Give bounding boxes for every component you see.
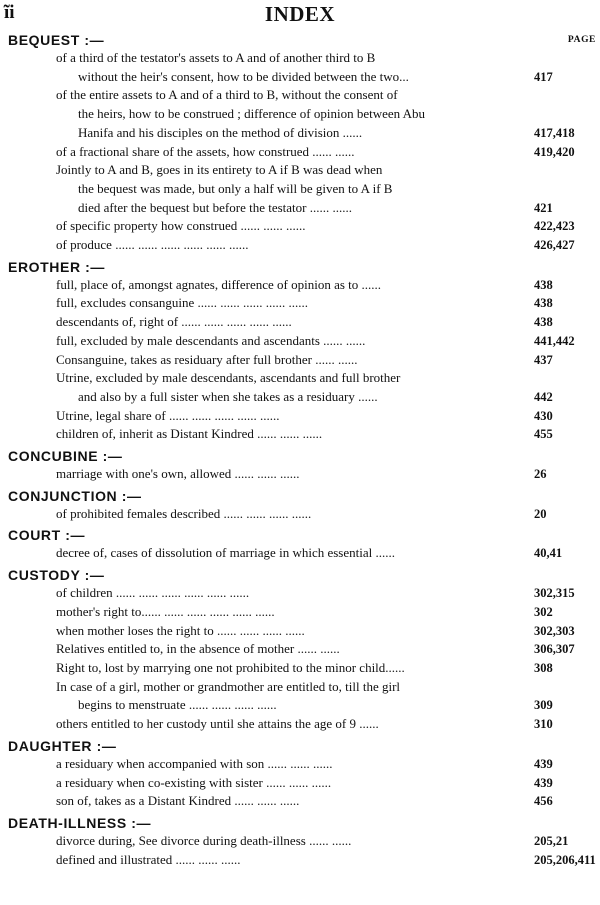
- entry-text-line: Right to, lost by marrying one not prohibited to the minor child......: [56, 659, 405, 675]
- index-entry: [0, 792, 600, 811]
- entry-page-ref: 306,307: [534, 642, 575, 657]
- entry-page-ref: 302,303: [534, 623, 575, 638]
- entry-text-line: Relatives entitled to, in the absence of mother ...... ......: [56, 641, 340, 657]
- index-entry: [0, 161, 600, 217]
- entry-text-line: of specific property how construed ...... ...... ......: [56, 218, 306, 234]
- index-entry: [0, 407, 600, 426]
- index-entry: [0, 369, 600, 406]
- index-section: [0, 525, 600, 563]
- entry-text-line: Hanifa and his disciples on the method of division ......: [78, 124, 363, 140]
- section-heading: DEATH-ILLNESS :—: [8, 814, 152, 831]
- entry-text-line: without the heir's consent, how to be divided between the two...: [78, 68, 409, 84]
- index-entry: [0, 659, 600, 678]
- entry-page-ref: 419,420: [534, 144, 575, 159]
- entry-text-line: of the entire assets to A and of a third to B, without the consent of: [56, 87, 398, 103]
- section-heading-row: [0, 525, 600, 544]
- entry-text-line: of a third of the testator's assets to A and of another third to B: [56, 50, 376, 65]
- entry-text-line: full, excluded by male descendants and ascendants ...... ......: [56, 332, 366, 348]
- index-entry: [0, 755, 600, 774]
- entry-text-line: and also by a full sister when she takes as a residuary ......: [78, 388, 378, 404]
- index-entry: [0, 832, 600, 851]
- entry-page-ref: 310: [534, 717, 553, 732]
- entry-page-ref: 421: [534, 200, 553, 215]
- entry-text-line: begins to menstruate ...... ...... ...... ......: [78, 697, 277, 713]
- section-heading-row: [0, 486, 600, 505]
- entry-text-line: descendants of, right of ...... ...... ...... ...... ......: [56, 314, 292, 330]
- index-entry: [0, 351, 600, 370]
- entry-text-line: full, place of, amongst agnates, difference of opinion as to ......: [56, 276, 382, 292]
- section-heading-row: [0, 813, 600, 832]
- entry-page-ref: 439: [534, 756, 553, 771]
- entry-text-line: In case of a girl, mother or grandmother are entitled to, till the girl: [56, 678, 401, 694]
- entry-page-ref: 417: [534, 69, 553, 84]
- section-heading-row: [0, 30, 600, 49]
- index-entry: [0, 622, 600, 641]
- page-number: ĩi: [4, 2, 15, 23]
- section-heading-row: [0, 446, 600, 465]
- index-entry: [0, 774, 600, 793]
- entry-page-ref: 417,418: [534, 125, 575, 140]
- index-entry: [0, 143, 600, 162]
- index-entry: [0, 332, 600, 351]
- entry-page-ref: 438: [534, 296, 553, 311]
- entry-text-line: mother's right to...... ...... ...... ...... ...... ......: [56, 603, 275, 619]
- entry-page-ref: 455: [534, 427, 553, 442]
- entry-text-line: Utrine, legal share of ...... ...... ...... ...... ......: [56, 407, 280, 423]
- entry-text-line: marriage with one's own, allowed ...... ...... ......: [56, 466, 300, 482]
- index-entry: [0, 49, 600, 86]
- index-entry: [0, 851, 600, 870]
- section-heading-row: [0, 736, 600, 755]
- entry-text-line: divorce during, See divorce during death-illness ...... ......: [56, 832, 352, 848]
- entry-text-line: a residuary when accompanied with son ...... ...... ......: [56, 755, 333, 771]
- entry-page-ref: 40,41: [534, 546, 563, 561]
- index-section: [0, 813, 600, 869]
- entry-page-ref: 205,206,411: [534, 852, 596, 867]
- entry-text-line: others entitled to her custody until she attains the age of 9 ......: [56, 716, 379, 732]
- entry-page-ref: 205,21: [534, 833, 569, 848]
- index-entry: [0, 236, 600, 255]
- entry-text-line: Jointly to A and B, goes in its entirety to A if B was dead when: [56, 162, 383, 178]
- entry-text-line: full, excludes consanguine ...... ...... ...... ...... ......: [56, 295, 309, 311]
- entry-page-ref: 456: [534, 794, 553, 809]
- entry-text-line: died after the bequest but before the testator ...... ......: [78, 199, 352, 215]
- index-sections: [0, 30, 600, 869]
- index-entry: [0, 425, 600, 444]
- entry-page-ref: 426,427: [534, 238, 575, 253]
- entry-text-line: of children ...... ...... ...... ...... ...... ......: [56, 585, 250, 601]
- entry-text-line: when mother loses the right to ...... ...... ...... ......: [56, 622, 305, 638]
- page-header: [0, 0, 600, 28]
- entry-page-ref: 438: [534, 277, 553, 292]
- index-entry: [0, 640, 600, 659]
- entry-page-ref: 302,315: [534, 586, 575, 601]
- entry-text-line: defined and illustrated ...... ...... ......: [56, 851, 241, 867]
- entry-page-ref: 442: [534, 389, 553, 404]
- index-section: [0, 257, 600, 444]
- index-section: [0, 565, 600, 734]
- index-entry: [0, 678, 600, 715]
- entry-page-ref: 438: [534, 315, 553, 330]
- entry-text-line: of a fractional share of the assets, how construed ...... ......: [56, 143, 355, 159]
- index-entry: [0, 294, 600, 313]
- section-heading: CONCUBINE :—: [8, 448, 123, 465]
- entry-page-ref: 302: [534, 604, 553, 619]
- section-heading: EROTHER :—: [8, 258, 105, 275]
- index-section: [0, 486, 600, 524]
- index-entry: [0, 715, 600, 734]
- index-section: [0, 736, 600, 811]
- index-entry: [0, 603, 600, 622]
- index-section: [0, 30, 600, 255]
- index-entry: [0, 86, 600, 142]
- entry-text-line: son of, takes as a Distant Kindred ...... ...... ......: [56, 793, 300, 809]
- section-heading: DAUGHTER :—: [8, 737, 117, 754]
- entry-page-ref: 437: [534, 352, 553, 367]
- entry-text-line: the bequest was made, but only a half will be given to A if B: [78, 180, 393, 196]
- entry-page-ref: 20: [534, 506, 547, 521]
- section-heading-row: [0, 565, 600, 584]
- entry-page-ref: 439: [534, 775, 553, 790]
- entry-text-line: the heirs, how to be construed ; difference of opinion between Abu: [78, 106, 426, 122]
- entry-text-line: a residuary when co-existing with sister ...... ...... ......: [56, 774, 332, 790]
- entry-page-ref: 422,423: [534, 219, 575, 234]
- section-heading-row: [0, 257, 600, 276]
- entry-text-line: Consanguine, takes as residuary after full brother ...... ......: [56, 351, 358, 367]
- entry-text-line: Utrine, excluded by male descendants, ascendants and full brother: [56, 370, 401, 386]
- entry-text-line: children of, inherit as Distant Kindred ...... ...... ......: [56, 426, 323, 442]
- section-heading: BEQUEST :—: [8, 32, 105, 48]
- entry-page-ref: 430: [534, 408, 553, 423]
- index-entry: [0, 313, 600, 332]
- entry-text-line: of produce ...... ...... ...... ...... ...... ......: [56, 237, 249, 253]
- section-heading: CUSTODY :—: [8, 567, 105, 584]
- entry-page-ref: 308: [534, 660, 553, 675]
- index-entry: [0, 544, 600, 563]
- index-entry: [0, 505, 600, 524]
- index-entry: [0, 217, 600, 236]
- page-column-label: PAGE: [567, 35, 596, 45]
- index-entry: [0, 465, 600, 484]
- section-heading: COURT :—: [8, 527, 86, 544]
- index-entry: [0, 276, 600, 295]
- entry-page-ref: 26: [534, 467, 547, 482]
- entry-text-line: decree of, cases of dissolution of marriage in which essential ......: [56, 545, 395, 561]
- entry-page-ref: 441,442: [534, 333, 575, 348]
- entry-text-line: of prohibited females described ...... ...... ...... ......: [56, 505, 312, 521]
- page-title: INDEX: [264, 2, 336, 26]
- section-heading: CONJUNCTION :—: [8, 487, 142, 504]
- entry-page-ref: 309: [534, 698, 553, 713]
- index-entry: [0, 584, 600, 603]
- index-section: [0, 446, 600, 484]
